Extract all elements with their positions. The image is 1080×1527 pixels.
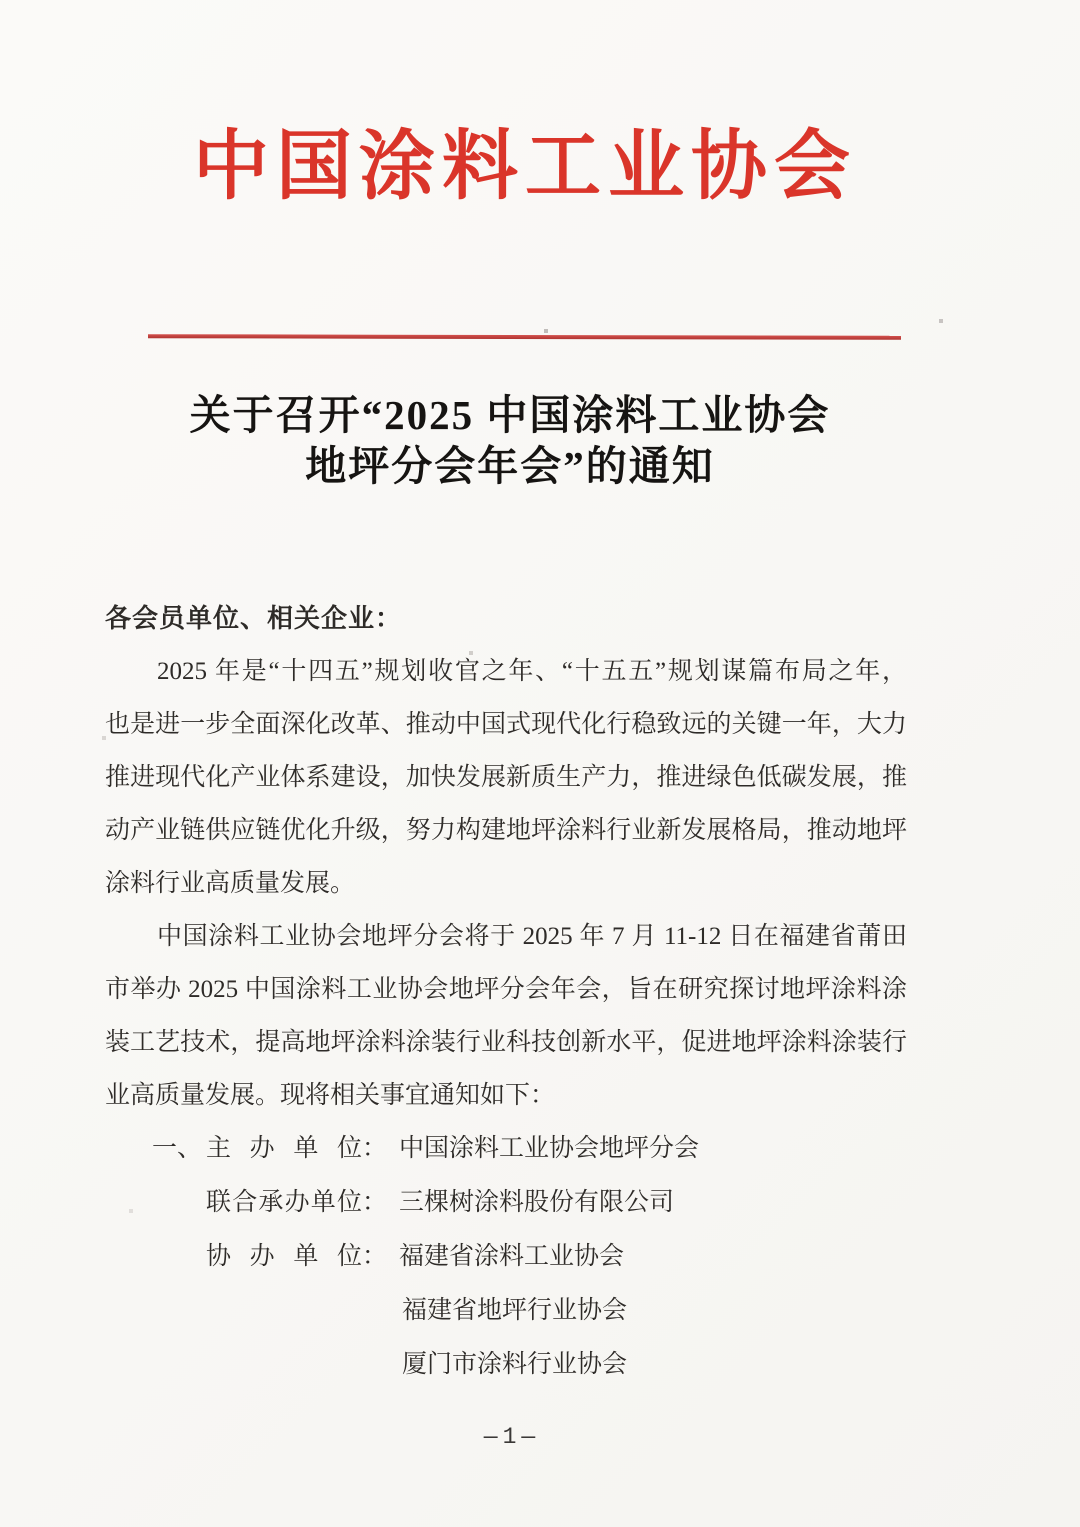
para1-line5: 涂料行业高质量发展。 <box>105 870 356 897</box>
para1-line1: 2025 年是“十四五”规划收官之年、“十五五”规划谋篇布局之年， <box>157 658 907 685</box>
host-unit-label: 主办单位 <box>206 1135 362 1162</box>
salutation: 各会员单位、相关企业： <box>105 604 403 633</box>
assisting-unit-row-3 <box>105 1338 907 1392</box>
co-organizer-row <box>105 1176 907 1230</box>
red-divider-rule <box>148 334 901 340</box>
assisting-unit-row <box>105 1230 907 1284</box>
notice-title-line1: 关于召开“2025 中国涂料工业协会 <box>189 392 831 438</box>
co-organizer-colon: ： <box>362 1189 388 1216</box>
assisting-unit-value-3: 厦门市涂料行业协会 <box>402 1351 628 1378</box>
assisting-unit-colon: ： <box>362 1243 388 1270</box>
para1-line3: 推进现代化产业体系建设，加快发展新质生产力，推进绿色低碳发展，推 <box>105 764 907 791</box>
co-organizer-value: 三棵树涂料股份有限公司 <box>399 1189 675 1216</box>
assisting-unit-label: 协办单位 <box>206 1243 362 1270</box>
page-number: —1— <box>483 1424 541 1450</box>
host-unit-row <box>105 1122 907 1176</box>
notice-title-line2: 地坪分会年会”的通知 <box>305 443 715 489</box>
host-unit-number: 一、 <box>152 1135 203 1162</box>
para2-line1: 中国涂料工业协会地坪分会将于 2025 年 7 月 11-12 日在福建省莆田 <box>157 923 907 950</box>
host-unit-value: 中国涂料工业协会地坪分会 <box>399 1135 700 1162</box>
para2-line2: 市举办 2025 中国涂料工业协会地坪分会年会，旨在研究探讨地坪涂料涂 <box>105 976 907 1003</box>
organizer-section <box>105 1122 907 1392</box>
para1-line2: 也是进一步全面深化改革、推动中国式现代化行稳致远的关键一年，大力 <box>105 711 907 738</box>
scan-artifacts <box>0 0 2 2</box>
assisting-unit-value-2: 福建省地坪行业协会 <box>402 1297 628 1324</box>
para2-line3: 装工艺技术，提高地坪涂料涂装行业科技创新水平，促进地坪涂料涂装行 <box>105 1029 907 1056</box>
notice-body <box>105 592 907 1392</box>
assisting-unit-row-2 <box>105 1284 907 1338</box>
assisting-unit-value: 福建省涂料工业协会 <box>399 1243 625 1270</box>
co-organizer-label: 联合承办单位 <box>206 1189 362 1216</box>
host-unit-colon: ： <box>362 1135 388 1162</box>
para1-line4: 动产业链供应链优化升级，努力构建地坪涂料行业新发展格局，推动地坪 <box>105 817 907 844</box>
para2-line4: 业高质量发展。现将相关事宜通知如下： <box>105 1082 556 1109</box>
notice-title <box>40 390 980 492</box>
letterhead-org-name: 中国涂料工业协会 <box>193 125 857 209</box>
